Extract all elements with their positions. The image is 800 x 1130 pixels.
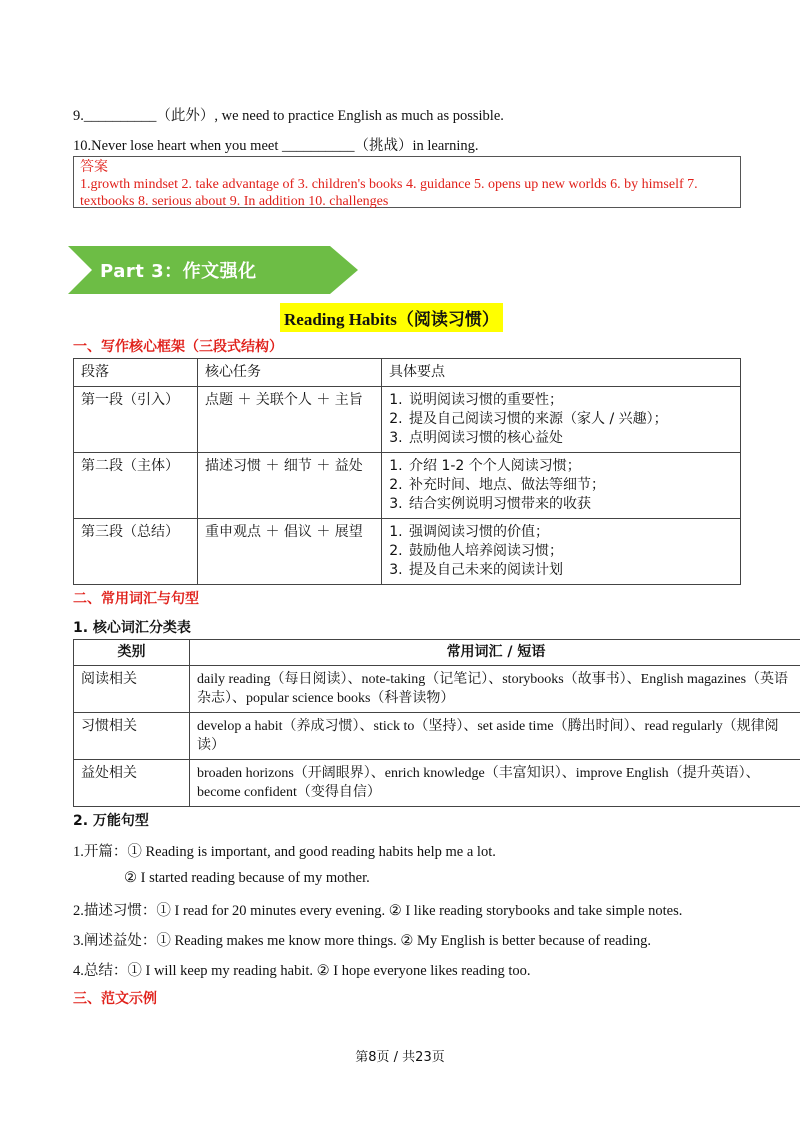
sentence-line: 4.总结：① I will keep my reading habit. ② I hope everyone likes reading too. — [73, 963, 531, 979]
answer-title: 答案 — [80, 159, 108, 175]
table-row — [74, 387, 741, 453]
para-cell: 第一段（引入） — [74, 387, 198, 453]
header-cell: 段落 — [74, 359, 198, 387]
category-cell: 习惯相关 — [74, 713, 190, 760]
table-row — [74, 453, 741, 519]
list-item: 2. 补充时间、地点、做法等细节； — [407, 476, 733, 495]
table-row — [74, 666, 800, 713]
page-footer: 第8页 / 共23页 — [355, 1050, 445, 1065]
header-cell: 类别 — [74, 640, 190, 666]
header-cell: 具体要点 — [382, 359, 741, 387]
list-item: 1. 说明阅读习惯的重要性； — [407, 391, 733, 410]
words-cell: broaden horizons（开阔眼界）、enrich knowledge（丰富知识）、improve English（提升英语）、become confident（变得自信） — [190, 760, 800, 807]
vocab-table — [73, 639, 800, 807]
section1-heading: 一、写作核心框架（三段式结构） — [73, 339, 283, 355]
words-cell: daily reading（每日阅读）、note-taking（记笔记）、storybooks（故事书）、English magazines（英语杂志）、popular science books（科普读物） — [190, 666, 800, 713]
sentence-line: 3.阐述益处：① Reading makes me know more things. ② My English is better because of reading. — [73, 933, 651, 949]
para-cell: 第二段（主体） — [74, 453, 198, 519]
list-item: 2. 鼓励他人培养阅读习惯； — [407, 542, 733, 561]
sentence-subheading: 2. 万能句型 — [73, 813, 149, 829]
sentence-line: ② I started reading because of my mother. — [124, 870, 370, 886]
structure-table-header — [74, 359, 741, 387]
header-cell: 常用词汇 / 短语 — [190, 640, 800, 666]
table-row — [74, 760, 800, 807]
list-item: 3. 点明阅读习惯的核心益处 — [407, 429, 733, 448]
category-cell: 阅读相关 — [74, 666, 190, 713]
answer-text: 1.growth mindset 2. take advantage of 3. children's books 4. guidance 5. opens up new worlds 6. by himself 7. textbooks 8. serious about 9. In addition 10. challenges — [80, 177, 698, 209]
words-cell: develop a habit（养成习惯）、stick to（坚持）、set aside time（腾出时间）、read regularly（规律阅读） — [190, 713, 800, 760]
table-row — [74, 519, 741, 585]
sentence-line: 1.开篇：① Reading is important, and good reading habits help me a lot. — [73, 844, 496, 860]
document-title: Reading Habits（阅读习惯） — [280, 303, 503, 332]
list-item: 3. 提及自己未来的阅读计划 — [407, 561, 733, 580]
header-cell: 核心任务 — [198, 359, 382, 387]
section2-heading: 二、常用词汇与句型 — [73, 591, 199, 607]
para-cell: 第三段（总结） — [74, 519, 198, 585]
task-cell: 重申观点 ＋ 倡议 ＋ 展望 — [198, 519, 382, 585]
section3-heading: 三、范文示例 — [73, 991, 157, 1007]
list-item: 1. 强调阅读习惯的价值； — [407, 523, 733, 542]
points-cell — [382, 453, 741, 519]
vocab-subheading: 1. 核心词汇分类表 — [73, 620, 191, 636]
list-item: 3. 结合实例说明习惯带来的收获 — [407, 495, 733, 514]
list-item: 2. 提及自己阅读习惯的来源（家人 / 兴趣）； — [407, 410, 733, 429]
points-cell — [382, 387, 741, 453]
exercise-line-9: 9.__________（此外）, we need to practice English as much as possible. — [73, 108, 504, 124]
answer-box — [73, 156, 741, 208]
points-cell — [382, 519, 741, 585]
task-cell: 点题 ＋ 关联个人 ＋ 主旨 — [198, 387, 382, 453]
table-row — [74, 713, 800, 760]
category-cell: 益处相关 — [74, 760, 190, 807]
structure-table — [73, 358, 741, 585]
sentence-line: 2.描述习惯：① I read for 20 minutes every evening. ② I like reading storybooks and take simple notes. — [73, 903, 683, 919]
part-banner-label: Part 3：作文强化 — [100, 261, 257, 282]
task-cell: 描述习惯 ＋ 细节 ＋ 益处 — [198, 453, 382, 519]
vocab-table-header — [74, 640, 800, 666]
list-item: 1. 介绍 1-2 个个人阅读习惯； — [407, 457, 733, 476]
exercise-line-10: 10.Never lose heart when you meet __________（挑战）in learning. — [73, 138, 479, 154]
